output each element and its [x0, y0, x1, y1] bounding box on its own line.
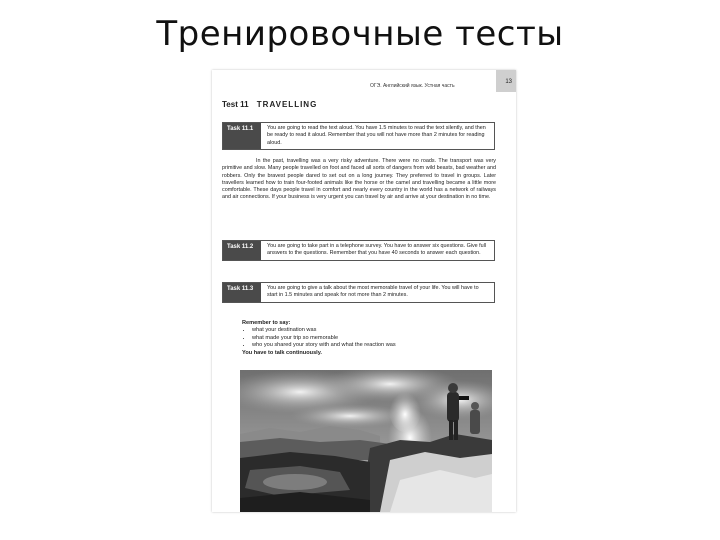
- list-item: • who you shared your story with and what the reaction was: [252, 342, 482, 349]
- remember-closing: You have to talk continuously.: [242, 349, 322, 356]
- page-number: 13: [505, 79, 512, 85]
- test-heading: [222, 100, 317, 109]
- remember-heading: Remember to say:: [242, 320, 291, 326]
- list-item: • what your destination was: [252, 327, 482, 334]
- remember-list: [242, 327, 482, 349]
- task-text: You are going to take part in a telephone survey. You have to answer six questions. Give full answers to the questions. Remember that you have 40 seconds to answer each question.: [267, 243, 487, 257]
- task-box-3: [222, 282, 495, 303]
- reading-text: In the past, travelling was a very risky adventure. There were no roads. The transport was very primitive and slow. Many people travelled on foot and faced all sorts of dangers from wild beasts, bad weather and robbers. Only the bravest people dared to set out on a long journey. They preferred to travel in groups. Later travellers learned how to train four-footed animals like the horse or the camel and travelling became a little more comfortable. These days people travel in comfort and nearly every country in the world has a network of railways and air connections. If your business is very urgent you can travel by air and arrive at your destination in no time.: [222, 158, 496, 201]
- list-item: • what made your trip so memorable: [252, 335, 482, 342]
- task-box-2: [222, 240, 495, 261]
- remember-block: [242, 320, 482, 357]
- task-label: Task 11.3: [223, 283, 261, 302]
- travel-photo: [240, 370, 492, 512]
- textbook-page: [212, 70, 516, 512]
- task-label: Task 11.2: [223, 241, 261, 260]
- slide-title: Тренировочные тесты: [156, 14, 564, 54]
- test-theme: TRAVELLING: [256, 100, 318, 109]
- task-text: You are going to give a talk about the most memorable travel of your life. You will have to start in 1.5 minutes and speak for not more than 2 minutes.: [267, 285, 479, 299]
- task-box-1: [222, 122, 495, 150]
- task-label: Task 11.1: [223, 123, 261, 149]
- test-number: Test 11: [222, 100, 249, 109]
- running-head: ОГЭ. Английский язык. Устная часть: [370, 83, 455, 89]
- task-text: You are going to read the text aloud. You have 1.5 minutes to read the text silently, and then be ready to read it aloud. Remember that you will not have more than 2 minutes for reading aloud.: [267, 125, 486, 146]
- volcano-landscape-image: [240, 370, 492, 512]
